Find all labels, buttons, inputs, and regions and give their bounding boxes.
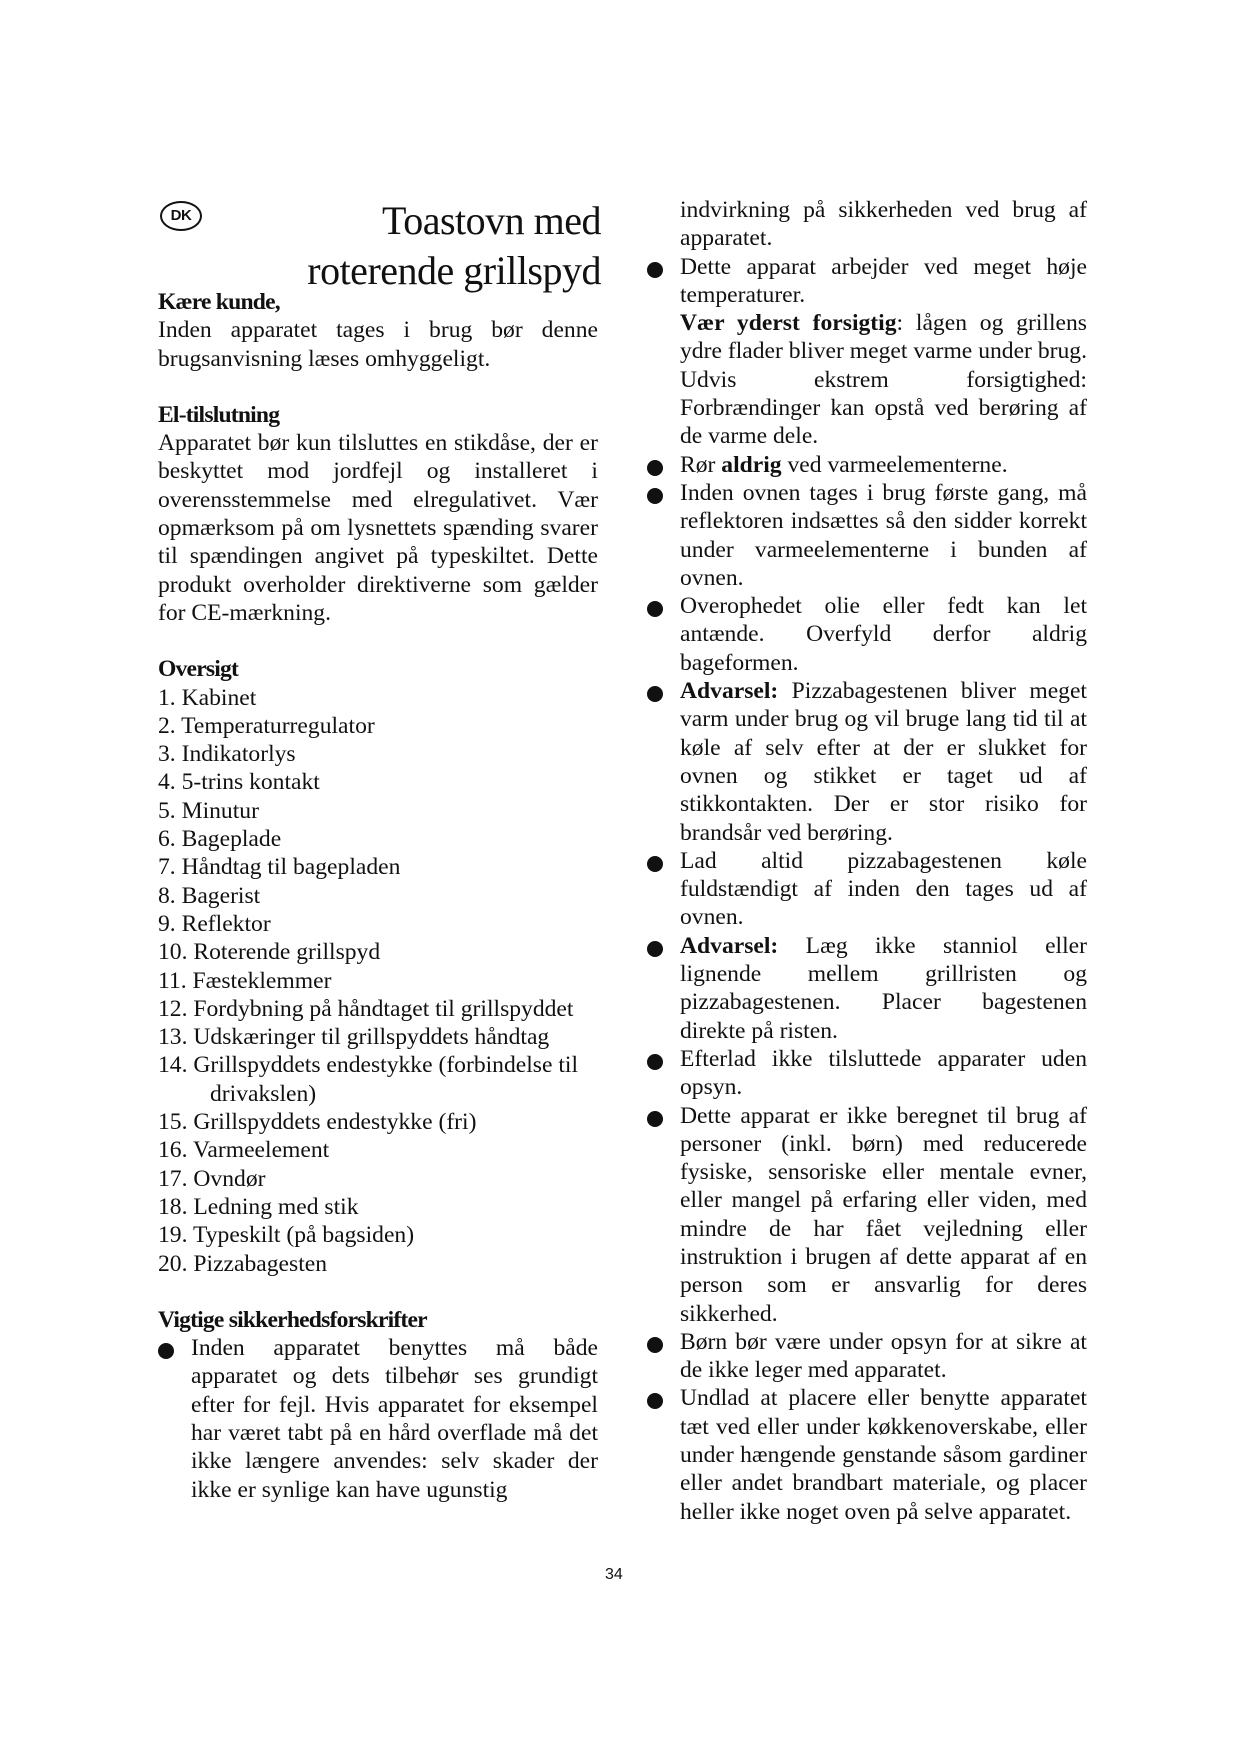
list-item: 14. Grillspyddets endestykke (forbindelse til drivakslen)	[158, 1052, 579, 1107]
list-item: 11. Fæsteklemmer	[158, 967, 332, 994]
list-item: 5. Minutur	[158, 797, 259, 824]
list-item: Rør aldrig ved varmeelementerne.	[647, 451, 1087, 479]
list-item: 10. Roterende grillspyd	[158, 939, 381, 966]
safety-item-1-continued: indvirkning på sikkerheden ved brug af apparatet.	[680, 197, 1087, 252]
safety-list-right	[647, 253, 1087, 1526]
safety-heading: Vigtige sikkerhedsforskrifter	[158, 1306, 427, 1333]
list-item: 6. Bageplade	[158, 826, 282, 853]
warning-label: Advarsel:	[680, 932, 779, 959]
emphasis: Vær yderst forsigtig	[680, 310, 897, 337]
title-line-2: roterende grillspyd	[307, 248, 601, 293]
list-item: 9. Reflektor	[158, 910, 271, 937]
list-item: 19. Typeskilt (på bagsiden)	[158, 1222, 415, 1249]
list-item: 16. Varmeelement	[158, 1137, 330, 1164]
list-item: 12. Fordybning på håndtaget til grillspyddet	[158, 995, 574, 1022]
page-number: 34	[605, 1566, 623, 1583]
list-item: Lad altid pizzabagestenen køle fuldstændigt af inden den tages ud af ovnen.	[647, 847, 1087, 932]
list-item: Advarsel: Pizzabagestenen bliver meget varm under brug og vil bruge lang tid til at køle af selv efter at der er slukket for ovnen og stikket er taget ud af stikkontakten. Der er stor risiko for brandsår ved berøring.	[647, 677, 1087, 847]
electrical-text: Apparatet bør kun tilsluttes en stikdåse, der er beskyttet mod jordfejl og installeret i overensstemmelse med elregulativet. Vær opmærksom på om lysnettets spænding svarer til spændingen angivet på typeskiltet. Dette produkt overholder direktiverne som gælder for CE-mærkning.	[158, 430, 598, 626]
title-line-1: Toastovn med	[382, 198, 601, 243]
list-item: 1. Kabinet	[158, 684, 257, 711]
electrical-heading: El-tilslutning	[158, 401, 280, 428]
list-item: 4. 5-trins kontakt	[158, 769, 320, 796]
country-badge: DK	[160, 201, 202, 231]
list-item: Inden apparatet benyttes må både apparatet og dets tilbehør ses grundigt efter for fejl. Hvis apparatet for eksempel har været tabt på en hård overflade må det ikke længere anvendes: selv skader der ikke er synlige kan have ugunstig	[158, 1334, 598, 1504]
list-item: 2. Temperaturregulator	[158, 712, 375, 739]
overview-list	[158, 684, 598, 1278]
list-item: 8. Bagerist	[158, 882, 261, 909]
greeting: Kære kunde,	[158, 289, 280, 315]
left-column	[158, 196, 598, 1504]
list-item: Undlad at placere eller benytte apparatet tæt ved eller under køkkenoverskabe, eller under hængende genstande såsom gardiner eller andet brandbart materiale, og placer heller ikke noget oven på selve apparatet.	[647, 1384, 1087, 1525]
list-item: Børn bør være under opsyn for at sikre at de ikke leger med apparatet.	[647, 1328, 1087, 1385]
intro-text: Inden apparatet tages i brug bør denne brugsanvisning læses omhyggeligt.	[158, 317, 598, 372]
list-item: 13. Udskæringer til grillspyddets håndtag	[158, 1024, 550, 1051]
right-column	[647, 196, 1087, 1526]
list-item: Dette apparat arbejder ved meget høje temperaturer. Vær yderst forsigtig: lågen og grillens ydre flader bliver meget varme under brug. Udvis ekstrem forsigtighed: Forbrændinger kan opstå ved berøring af de varme dele.	[647, 253, 1087, 451]
list-item: 15. Grillspyddets endestykke (fri)	[158, 1109, 477, 1136]
list-item: 18. Ledning med stik	[158, 1193, 359, 1220]
warning-label: Advarsel:	[680, 678, 779, 705]
list-item: 7. Håndtag til bagepladen	[158, 854, 401, 881]
list-item: 17. Ovndør	[158, 1165, 266, 1192]
emphasis: aldrig	[721, 451, 782, 478]
list-item: Efterlad ikke tilsluttede apparater uden opsyn.	[647, 1045, 1087, 1102]
list-item: Inden ovnen tages i brug første gang, må reflektoren indsættes så den sidder korrekt under varmeelementerne i bunden af ovnen.	[647, 479, 1087, 592]
list-item: Dette apparat er ikke beregnet til brug af personer (inkl. børn) med reducerede fysiske, sensoriske eller mentale evner, eller mangel på erfaring eller viden, med mindre de har fået vejledning eller instruktion i brugen af dette apparat af en person som er ansvarlig for deres sikkerhed.	[647, 1102, 1087, 1328]
list-item: 20. Pizzabagesten	[158, 1250, 328, 1277]
list-item: 3. Indikatorlys	[158, 741, 296, 768]
list-item: Overophedet olie eller fedt kan let antænde. Overfyld derfor aldrig bageformen.	[647, 592, 1087, 677]
list-item: Advarsel: Læg ikke stanniol eller lignende mellem grillristen og pizzabagestenen. Placer bagestenen direkte på risten.	[647, 932, 1087, 1045]
safety-list-left	[158, 1334, 598, 1504]
overview-heading: Oversigt	[158, 656, 239, 683]
